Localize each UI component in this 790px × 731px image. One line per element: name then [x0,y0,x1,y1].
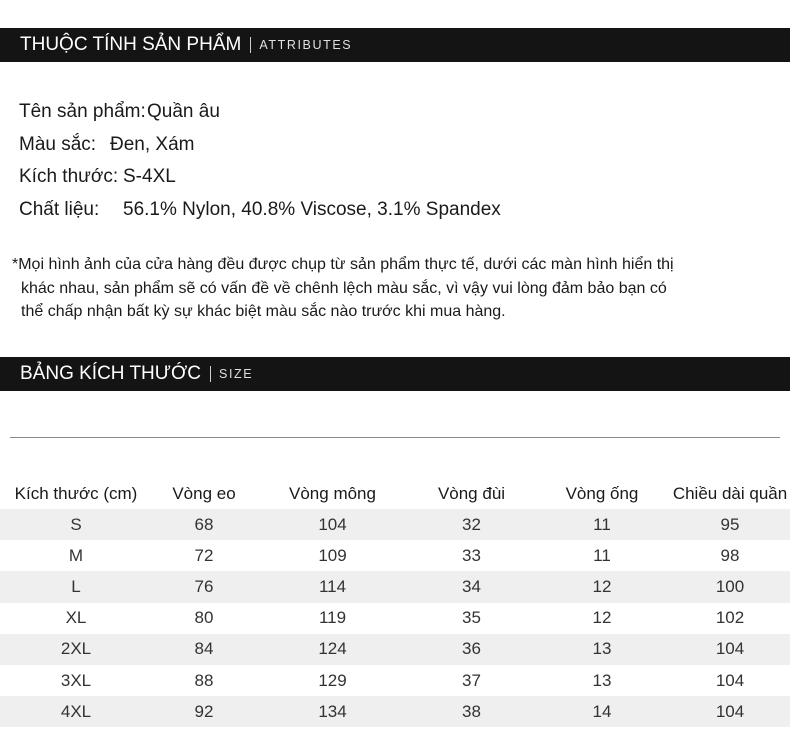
size-subtitle: SIZE [219,367,254,381]
table-cell: 38 [409,696,534,727]
attribute-row-name [19,96,501,129]
note-line: *Mọi hình ảnh của cửa hàng đều được chụp từ sản phẩm thực tế, dưới các màn hình hiển thị [12,256,674,273]
attribute-value: S-4XL [123,166,176,187]
table-cell: 104 [670,696,790,727]
attribute-value: Quần âu [147,101,220,122]
attribute-value: 56.1% Nylon, 40.8% Viscose, 3.1% Spandex [123,198,501,220]
table-row [0,603,790,634]
size-chart-table [0,478,790,727]
table-cell: 114 [256,571,409,602]
attributes-subtitle: ATTRIBUTES [259,38,353,52]
size-title: BẢNG KÍCH THƯỚC [20,363,202,384]
table-cell: 37 [409,665,534,696]
table-cell: 95 [670,509,790,540]
attribute-row-material [19,194,501,227]
table-cell: 3XL [0,665,152,696]
table-cell: L [0,571,152,602]
header-separator [210,366,211,382]
column-header-leg-opening: Vòng ống [565,483,639,503]
table-cell: 68 [152,509,256,540]
attribute-value: Đen, Xám [110,133,195,155]
table-cell: 12 [534,603,670,634]
table-cell: 134 [256,696,409,727]
table-cell: 109 [256,540,409,571]
attribute-row-size [19,161,501,194]
table-cell: 14 [534,696,670,727]
attribute-label: Kích thước: [19,166,119,187]
table-cell: 11 [534,540,670,571]
table-cell: 92 [152,696,256,727]
column-header-thigh: Vòng đùi [437,483,506,503]
table-cell: 129 [256,665,409,696]
table-cell: 84 [152,634,256,665]
attribute-row-color [19,129,501,162]
table-cell: 2XL [0,634,152,665]
note-line: thể chấp nhận bất kỳ sự khác biệt màu sắc nào trước khi mua hàng. [21,303,506,320]
color-disclaimer-note [12,253,782,324]
note-line: khác nhau, sản phẩm sẽ có vấn đề về chênh lệch màu sắc, vì vậy vui lòng đảm bảo bạn có [21,279,667,297]
header-separator [250,37,251,53]
product-attributes [19,96,501,226]
table-cell: 35 [409,603,534,634]
size-header-bar [0,357,790,391]
table-cell: 36 [409,634,534,665]
table-cell: 11 [534,509,670,540]
divider-line [10,437,780,438]
table-cell: 88 [152,665,256,696]
table-cell: 80 [152,603,256,634]
table-cell: 76 [152,571,256,602]
table-row [0,634,790,665]
table-cell: 13 [534,634,670,665]
table-cell: 13 [534,665,670,696]
attributes-title: THUỘC TÍNH SẢN PHẨM [20,34,242,55]
table-cell: 100 [670,571,790,602]
table-cell: S [0,509,152,540]
attribute-label: Tên sản phẩm: [19,101,146,122]
table-row [0,696,790,727]
table-cell: 98 [670,540,790,571]
table-row [0,571,790,602]
column-header-hip: Vòng mông [289,483,376,503]
table-cell: 72 [152,540,256,571]
table-cell: 34 [409,571,534,602]
table-header-row [0,478,790,509]
table-cell: 12 [534,571,670,602]
table-cell: 104 [670,634,790,665]
column-header-size: Kích thước (cm) [14,483,138,503]
table-cell: 32 [409,509,534,540]
attributes-header-bar [0,28,790,62]
attribute-label: Màu sắc: [19,133,97,155]
table-cell: 33 [409,540,534,571]
table-row [0,509,790,540]
table-row [0,665,790,696]
table-cell: 119 [256,603,409,634]
column-header-waist: Vòng eo [172,483,236,503]
table-cell: 4XL [0,696,152,727]
table-cell: XL [0,603,152,634]
table-cell: 102 [670,603,790,634]
table-cell: 104 [256,509,409,540]
table-cell: M [0,540,152,571]
attribute-label: Chất liệu: [19,198,100,220]
column-header-length: Chiều dài quần [672,483,788,503]
table-row [0,540,790,571]
table-cell: 104 [670,665,790,696]
table-cell: 124 [256,634,409,665]
